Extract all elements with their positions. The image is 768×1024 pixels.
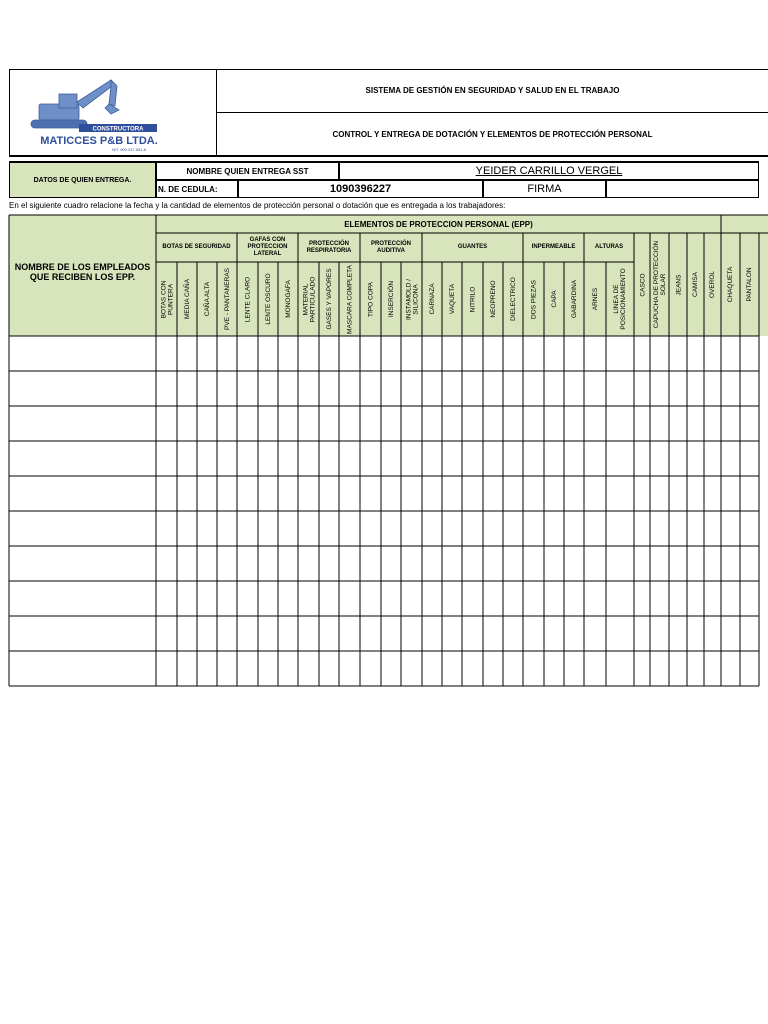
group-header-0: BOTAS DE SEGURIDAD [162, 244, 231, 250]
employee-name-cell[interactable] [10, 337, 155, 371]
header-title-control: CONTROL Y ENTREGA DE DOTACIÓN Y ELEMENTOS DE PROTECCIÓN PERSONAL [332, 130, 653, 139]
signature-label: FIRMA [483, 180, 606, 198]
column-header-22: LINEA DE POSICIONAMIENTO [613, 268, 627, 330]
column-header-9: MASCARA COMPLETA [346, 264, 353, 334]
delivery-id-label: N. DE CEDULA: [156, 180, 238, 198]
employee-name-cell[interactable] [10, 442, 155, 476]
instructions-note: En el siguiente cuadro relacione la fecha y la cantidad de elementos de protección personal o dotación que es entregada a los trabajadores: [9, 201, 506, 210]
column-header-11: INSERCIÓN [387, 280, 395, 318]
employees-header: NOMBRE DE LOS EMPLEADOS QUE RECIBEN LOS EPP. [14, 262, 151, 282]
column-header-12: INSTAMOLD / SILICONA [404, 278, 419, 320]
column-header-28: CHAQUETA [727, 266, 734, 303]
group-header-5: INPERMEABLE [531, 244, 576, 250]
column-header-0: BOTAS CON PUNTERA [159, 280, 174, 318]
group-header-1: GAFAS CON PROTECCION LATERAL [247, 237, 288, 257]
employee-name-cell[interactable] [10, 372, 155, 406]
header-title-system: SISTEMA DE GESTIÓN EN SEGURIDAD Y SALUD EN EL TRABAJO [217, 69, 768, 113]
column-header-5: LENTE OSCURO [264, 273, 272, 325]
employee-name-cell[interactable] [10, 652, 155, 686]
delivery-name-value[interactable]: YEIDER CARRILLO VERGEL [339, 162, 759, 180]
column-header-13: CARNAZA [428, 283, 436, 315]
column-header-19: CAPA [550, 290, 558, 308]
column-header-4: LENTE CLARO [244, 276, 251, 322]
column-header-15: NITRILO [469, 286, 476, 312]
column-header-7: MATERIAL PARTICULADO [301, 276, 316, 322]
delivery-section-label: DATOS DE QUIEN ENTREGA. [9, 162, 156, 198]
column-header-8: GASES Y VAPORES [325, 268, 333, 330]
column-header-18: DOS PIEZAS [530, 279, 537, 319]
column-header-10: TIPO COPA [367, 281, 374, 317]
column-header-27: OVEROL [709, 270, 716, 299]
column-header-16: NEOPRENO [489, 280, 497, 318]
column-header-20: GABARDINA [570, 279, 578, 319]
column-header-1: MEDIA CAÑA [183, 278, 191, 320]
logo-badge: CONSTRUCTORA [92, 126, 144, 133]
delivery-name-label: NOMBRE QUIEN ENTREGA SST [156, 162, 339, 180]
column-header-2: CAÑA ALTA [203, 281, 211, 317]
logo-company: MATICCES P&B LTDA. [40, 135, 158, 147]
delivery-id-value[interactable]: 1090396227 [238, 180, 483, 198]
employee-name-cell[interactable] [10, 512, 155, 546]
column-header-6: MONOGAFA [284, 280, 292, 318]
column-header-26: CAMISA [692, 272, 699, 297]
employee-name-cell[interactable] [10, 582, 155, 616]
group-header-6: ALTURAS [594, 244, 624, 250]
employee-name-cell[interactable] [10, 617, 155, 651]
employee-name-cell[interactable] [10, 547, 155, 581]
column-header-17: DIELECTRICO [509, 277, 517, 321]
employee-name-cell[interactable] [10, 407, 155, 441]
group-header-4: GUANTES [457, 244, 488, 250]
column-header-21: ARNES [591, 287, 599, 311]
column-header-25: JEANS [674, 274, 682, 295]
employee-name-cell[interactable] [10, 477, 155, 511]
epp-header: ELEMENTOS DE PROTECCION PERSONAL (EPP) [344, 219, 533, 229]
group-header-2: PROTECCIÓN RESPIRATORIA [306, 240, 352, 254]
column-header-24: CAPUCHA DE PROTECCIÓN SOLAR [652, 240, 667, 329]
logo-nit: NIT. 900.247.551-8 [111, 147, 147, 152]
column-header-29: PANTALON [746, 267, 753, 302]
column-header-23: CASCO [638, 272, 646, 297]
column-header-14: VAQUETA [448, 283, 456, 315]
group-header-3: PROTECCIÓN AUDITIVA [370, 240, 411, 254]
column-header-3: PVE - PANTANERAS [223, 268, 231, 330]
